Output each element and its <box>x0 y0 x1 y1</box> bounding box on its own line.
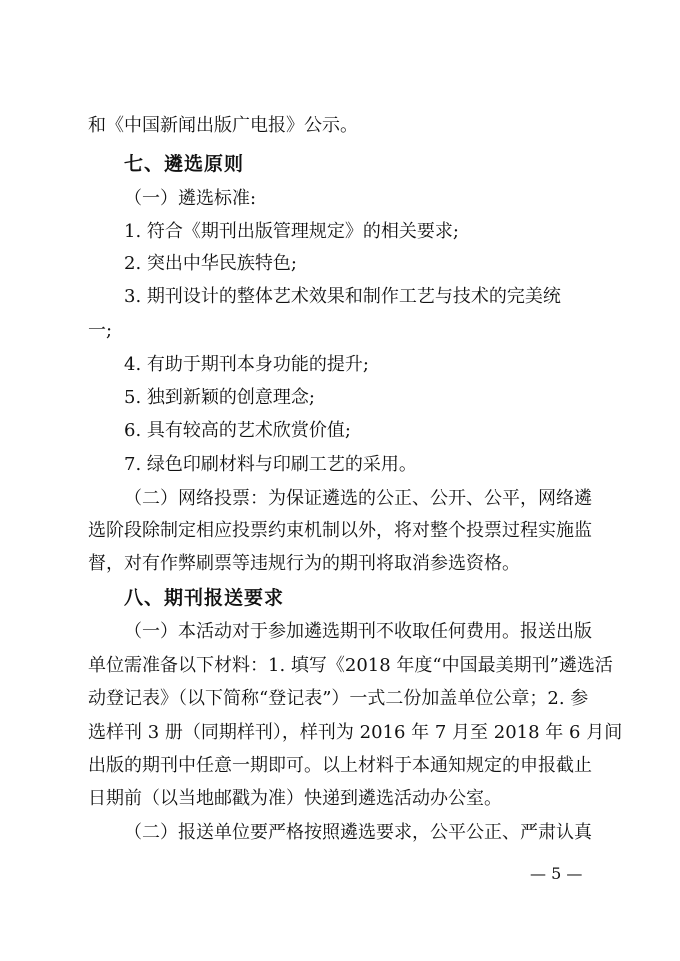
subsection-heading-selection-criteria: （一）遴选标准: <box>124 188 257 209</box>
section-heading-submission-requirements: 八、期刊报送要求 <box>124 587 285 609</box>
submission-paragraph-line: （一）本活动对于参加遴选期刊不收取任何费用。报送出版 <box>124 621 592 642</box>
submission-paragraph-line: 动登记表》（以下简称“登记表”）一式二份加盖单位公章；2. 参 <box>88 688 589 709</box>
submission-paragraph-line: 单位需准备以下材料：1. 填写《2018 年度“中国最美期刊”遴选活 <box>88 655 613 676</box>
online-voting-paragraph-line: 督，对有作弊刷票等违规行为的期刊将取消参选资格。 <box>88 553 520 574</box>
criteria-item-4: 4. 有助于期刊本身功能的提升; <box>124 354 369 375</box>
criteria-item-3: 3. 期刊设计的整体艺术效果和制作工艺与技术的完美统 <box>124 286 561 307</box>
body-text-line: 和《中国新闻出版广电报》公示。 <box>88 115 358 136</box>
criteria-item-1: 1. 符合《期刊出版管理规定》的相关要求; <box>124 221 459 242</box>
criteria-item-2: 2. 突出中华民族特色; <box>124 253 297 274</box>
online-voting-paragraph-line: （二）网络投票：为保证遴选的公正、公开、公平，网络遴 <box>124 488 592 509</box>
submission-paragraph-line: 出版的期刊中任意一期即可。以上材料于本通知规定的申报截止 <box>88 755 592 776</box>
submission-paragraph-line: 日期前（以当地邮戳为准）快递到遴选活动办公室。 <box>88 788 502 809</box>
criteria-item-7: 7. 绿色印刷材料与印刷工艺的采用。 <box>124 454 417 475</box>
online-voting-paragraph-line: 选阶段除制定相应投票约束机制以外，将对整个投票过程实施监 <box>88 520 592 541</box>
criteria-item-5: 5. 独到新颖的创意理念; <box>124 387 315 408</box>
criteria-item-3-continued: 一; <box>88 320 113 341</box>
submission-paragraph-line: 选样刊 3 册（同期样刊），样刊为 2016 年 7 月至 2018 年 6 月间 <box>88 722 623 743</box>
section-heading-selection-principles: 七、遴选原则 <box>124 153 245 175</box>
reporting-units-paragraph-line: （二）报送单位要严格按照遴选要求，公平公正、严肃认真 <box>124 822 592 843</box>
page-number: — 5 — <box>530 864 583 883</box>
criteria-item-6: 6. 具有较高的艺术欣赏价值; <box>124 420 351 441</box>
